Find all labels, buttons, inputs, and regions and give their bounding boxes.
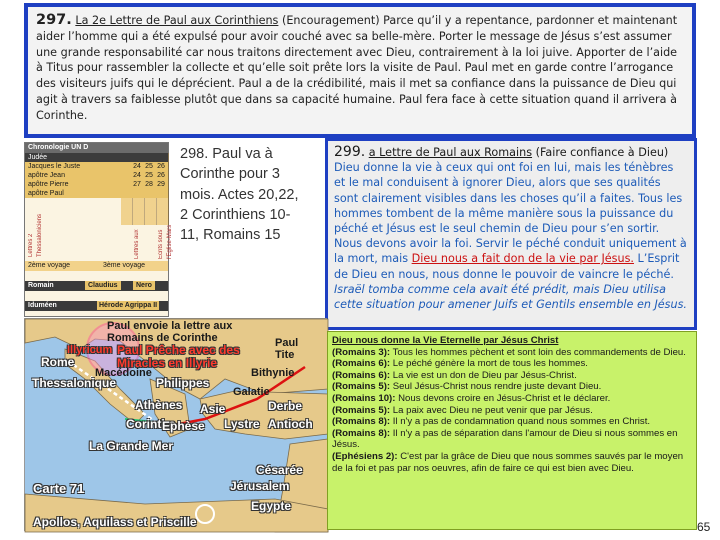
section-299-body (334, 160, 688, 312)
verse-text: Nous devons croire en Jésus-Christ et le déclarer. (398, 392, 611, 404)
chronology-year: 29 (157, 181, 165, 188)
section-297-number: 297. (36, 12, 72, 28)
map-caption-1: Paul envoie la lettre aux (107, 320, 233, 332)
map-bithynie: Bithynie (251, 367, 295, 379)
chronology-chart (24, 142, 173, 317)
map-illyricum: Illyricum (67, 344, 113, 356)
map-athenes: Athènes (135, 398, 183, 412)
map-paul-tite-2: Tite (275, 349, 295, 361)
verse-ref: (Romains 5): (332, 404, 391, 416)
section-299-box (325, 138, 697, 330)
map-philippes: Philippes (156, 376, 210, 390)
page-number: 65 (697, 520, 711, 534)
verse-item (332, 405, 692, 417)
verse-text: Seul Jésus-Christ nous rendre juste devant Dieu. (392, 381, 602, 393)
verse-item (332, 381, 692, 393)
map-jerusalem: Jérusalem (230, 479, 290, 493)
chronology-row (25, 171, 168, 180)
section-299-subtitle: (Faire confiance à Dieu) (535, 146, 669, 159)
chronology-year: 24 (133, 163, 141, 170)
section-299-italic: Israël tomba comme cela avait été prédit, mais Dieu utilisa cette situation pour amener Juifs et Gentils ensemble en Jésus. (334, 282, 687, 312)
chronology-year: 27 (133, 181, 141, 188)
chronology-year: 26 (157, 163, 165, 170)
verse-text: Le péché génère la mort de tous les hommes. (392, 358, 588, 370)
chronology-side-right: Ecrits sous l'Eglise-Mars (158, 224, 173, 259)
verse-ref: (Romains 6): (332, 369, 391, 381)
chronology-romain-label: Romain (28, 282, 54, 289)
chronology-apostle: apôtre Pierre (28, 181, 69, 188)
map-lystre: Lystre (224, 417, 260, 431)
chronology-voyage-1: 2ème voyage (28, 262, 71, 269)
map-credits: Apollos, Aquilass et Priscille (33, 515, 197, 529)
map-caption-2: Romains de Corinthe (107, 332, 218, 344)
map-carte-number: Carte 71 (33, 481, 85, 496)
chronology-voyage-2: 3ème voyage (103, 262, 146, 269)
verse-ref: (Romains 8): (332, 427, 391, 439)
chronology-row (25, 162, 168, 171)
chronology-apostle: apôtre Jean (28, 172, 65, 179)
chronology-nero: Nero (133, 281, 155, 290)
chronology-idumeen-label: Iduméen (28, 302, 57, 309)
chronology-title: Chronologie UN D (25, 143, 168, 153)
map-paul-tite-1: Paul (275, 337, 299, 349)
map-galatie: Galatie (233, 386, 270, 398)
chronology-year: 24 (133, 172, 141, 179)
section-297-box (24, 3, 696, 138)
verse-ref: (Ephésiens 2): (332, 450, 398, 462)
verse-item (332, 451, 692, 474)
map-preche-1: Paul Prêche avec des (117, 343, 240, 357)
chronology-romain (25, 281, 168, 291)
map-rome: Rome (41, 355, 75, 369)
chronology-year: 25 (145, 172, 153, 179)
map-ephese: Ephèse (162, 419, 205, 433)
section-299-highlight: Dieu nous a fait don de la vie par Jésus. (411, 252, 634, 266)
verse-text: La vie est un don de Dieu par Jésus-Christ. (392, 369, 577, 381)
verse-text: Tous les hommes pèchent et sont loin des commandements de Dieu. (392, 346, 686, 358)
section-299-number: 299. (334, 144, 366, 160)
verse-item (332, 393, 692, 405)
map-macedoine: Macédoine (95, 367, 152, 379)
chronology-row (25, 189, 168, 198)
map-cesaree: Césarée (256, 463, 303, 477)
chronology-side-left: Lettres 2 Thessaloniciens (28, 213, 43, 257)
verse-text: C'est par la grâce de Dieu que nous sommes sauvés par le moyen de la foi et pas par nos oeuvres, afin de faire ce qui est bien avec Dieu. (332, 450, 684, 474)
verse-text: La paix avec Dieu ne peut venir que par Jésus. (392, 404, 593, 416)
chronology-year: 26 (157, 172, 165, 179)
map-antioch: Antioch (268, 417, 313, 431)
chronology-apostle: apôtre Paul (28, 190, 64, 197)
eternal-life-box (327, 331, 697, 530)
chronology-year: 25 (145, 163, 153, 170)
verse-text: Il n'y a pas de condamnation quand nous sommes en Christ. (392, 416, 651, 428)
verse-item (332, 428, 692, 451)
verse-ref: (Romains 6): (332, 358, 391, 370)
section-299-body-text: Dieu donne la vie à ceux qui ont foi en lui, mais les ténèbres et le mal conduisent à ignorer Dieu, alors que ses qualités sont clairement visibles dans les choses qu’il a faites. Tous les hommes tombent de la même manière sous la puissance du péché et Jésus est le seul chemin de Dieu pour s’en sortir. Nous devons avoir la foi. Servir le péché conduit uniquement à la mort, mais (334, 161, 687, 266)
chronology-side-mid: Lettres aux (134, 229, 140, 259)
chronology-idumeen (25, 301, 168, 311)
section-299-after: L’Esprit de Dieu en nous, nous donne le pouvoir de vaincre le péché. (334, 252, 680, 281)
chronology-voyages (25, 261, 168, 271)
chronology-judee: Judée (25, 153, 168, 162)
section-298-number: 298. (180, 146, 209, 162)
map-thessalonique: Thessalonique (32, 376, 117, 390)
verse-item (332, 347, 692, 359)
section-298 (180, 144, 308, 245)
map-asie: Asie (200, 402, 226, 416)
section-298-text: Paul va à Corinthe pour 3 mois. Actes 20,22, 2 Corinthiens 10-11, Romains 15 (180, 146, 299, 244)
section-299-title: a Lettre de Paul aux Romains (368, 146, 533, 159)
chronology-herode: Hérode Agrippa II (99, 302, 158, 309)
verse-ref: (Romains 3): (332, 346, 391, 358)
map-carte-71 (24, 318, 327, 531)
section-297-text: (Encouragement) Parce qu’il y a repentance, pardonner et maintenant aider l’homme qui a été expulsé pour avoir couché avec sa belle-mère. Porter le message de Jésus s’est assumer une grande responsabilité car nous traitons directement avec Dieu, contrairement à la loi juive. Apporter de l’aide à Titus pour rassembler la collecte et qu’elle soit prête lors la visite de Paul. Paul met en garde contre l’arrogance des visiteurs juifs qui le déprécient. Paul a de la crédibilité, mais il met sa confiance dans la puissance de Dieu qui agit à travers sa faiblesse plutôt que dans sa capacité humaine. Paul fera face à cette situation quand il arrivera à Corinthe. (36, 14, 678, 122)
verse-ref: (Romains 5): (332, 381, 391, 393)
section-297-title: La 2e Lettre de Paul aux Corinthiens (75, 14, 279, 27)
chronology-apostle: Jacques le Juste (28, 163, 81, 170)
map-corinthe: Corinthe (126, 417, 176, 431)
verse-text: Il n'y a pas de séparation dans l'amour de Dieu si nous sommes en Jésus. (332, 427, 678, 451)
map-grande-mer: La Grande Mer (89, 439, 174, 453)
verse-item (332, 358, 692, 370)
chronology-claudius: Claudius (85, 281, 121, 290)
verse-item (332, 370, 692, 382)
verse-ref: (Romains 8): (332, 416, 391, 428)
verse-item (332, 416, 692, 428)
map-egypte: Egypte (251, 499, 292, 513)
chronology-year: 28 (145, 181, 153, 188)
chronology-row (25, 180, 168, 189)
eternal-life-title: Dieu nous donne la Vie Eternelle par Jésus Christ (332, 335, 559, 346)
map-derbe: Derbe (268, 399, 303, 413)
map-preche-2: Miracles en Illyrie (117, 356, 218, 370)
verse-ref: (Romains 10): (332, 392, 396, 404)
